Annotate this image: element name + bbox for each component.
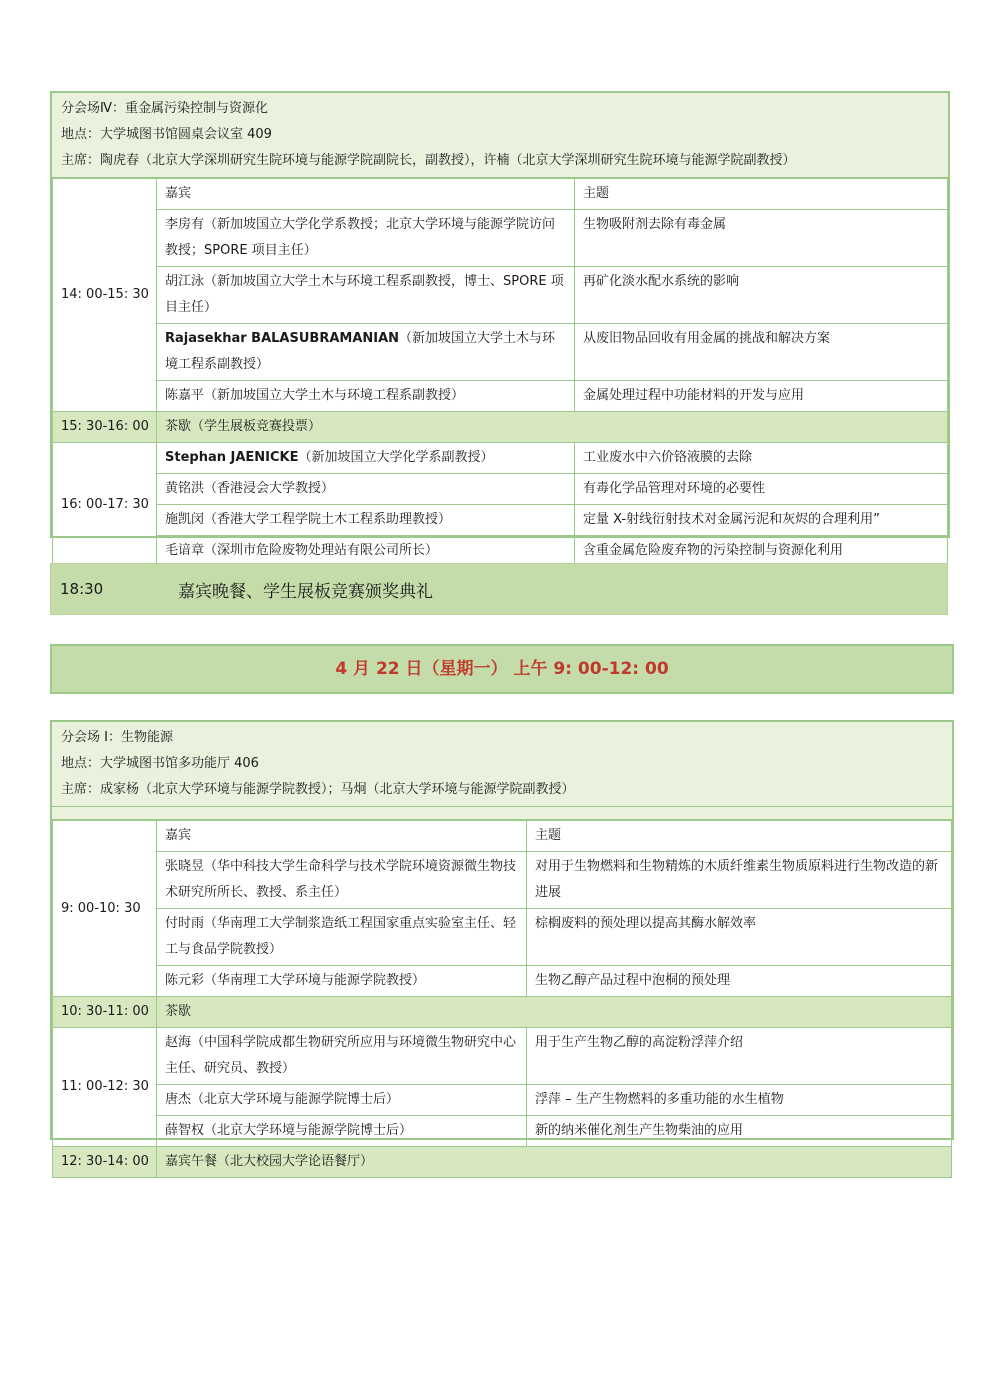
speaker-affiliation: （新加坡国立大学土木与环境工程系副教授） <box>204 388 465 403</box>
session4-chair: 主席：陶虎春（北京大学深圳研究生院环境与能源学院副院长，副教授），许楠（北京大学深圳研究生院环境与能源学院副教授） <box>61 153 796 168</box>
time-slot: 16: 00-17: 30 <box>53 443 157 567</box>
speaker-name: 胡江泳 <box>165 274 205 289</box>
topic-cell: 棕榈废料的预处理以提高其酶水解效率 <box>527 909 952 966</box>
session1-chair: 主席：成家杨（北京大学环境与能源学院教授）；马炯（北京大学环境与能源学院副教授） <box>61 782 575 797</box>
speaker-column-header: 嘉宾 <box>157 179 575 210</box>
topic-column-header: 主题 <box>575 179 948 210</box>
speaker-affiliation: （中国科学院成都生物研究所应用与环境微生物研究中心主任、研究员、教授） <box>165 1035 517 1076</box>
speaker-name: 唐杰 <box>165 1092 192 1107</box>
speaker-column-header: 嘉宾 <box>157 821 527 852</box>
dinner-label: 嘉宾晚餐、学生展板竞赛颁奖典礼 <box>178 581 433 602</box>
table-row <box>53 1085 952 1116</box>
speaker-affiliation: （北京大学环境与能源学院博士后） <box>204 1123 413 1138</box>
time-slot: 14: 00-15: 30 <box>53 179 157 412</box>
speaker-affiliation: （深圳市危险废物处理站有限公司所长） <box>204 543 439 558</box>
speaker-name: 张晓昱 <box>165 859 205 874</box>
topic-cell: 含重金属危险废弃物的污染控制与资源化利用 <box>575 536 948 567</box>
speaker-name: 陈嘉平 <box>165 388 205 403</box>
speaker-affiliation: （香港大学工程学院土木工程系助理教授） <box>204 512 452 527</box>
speaker-name: 付时雨 <box>165 916 205 931</box>
time-slot: 11: 00-12: 30 <box>53 1028 157 1147</box>
speaker-name: 薛智权 <box>165 1123 205 1138</box>
time-slot: 9: 00-10: 30 <box>53 821 157 997</box>
table-row <box>53 1116 952 1147</box>
topic-cell: 金属处理过程中功能材料的开发与应用 <box>575 381 948 412</box>
break-row <box>53 997 952 1028</box>
speaker-name: Stephan JAENICKE <box>165 450 299 465</box>
speaker-affiliation: （新加坡国立大学化学系教授；北京大学环境与能源学院访问教授；SPORE 项目主任） <box>165 217 556 258</box>
speaker-cell <box>157 505 575 536</box>
speaker-name: 陈元彩 <box>165 973 205 988</box>
speaker-cell <box>157 267 575 324</box>
speaker-affiliation: （香港浸会大学教授） <box>204 481 335 496</box>
speaker-cell <box>157 1116 527 1147</box>
speaker-cell <box>157 1028 527 1085</box>
session4-panel <box>50 91 950 558</box>
session1-venue: 地点：大学城图书馆多功能厅 406 <box>61 756 259 771</box>
dinner-time: 18:30 <box>60 580 104 598</box>
topic-column-header: 主题 <box>527 821 952 852</box>
topic-cell: 生物吸附剂去除有毒金属 <box>575 210 948 267</box>
session4-title: 分会场Ⅳ：重金属污染控制与资源化 <box>61 101 268 116</box>
table-row <box>53 267 948 324</box>
lunch-time: 12: 30-14: 00 <box>53 1147 157 1178</box>
topic-cell: 用于生产生物乙醇的高淀粉浮萍介绍 <box>527 1028 952 1085</box>
table-row <box>53 966 952 997</box>
topic-cell: 生物乙醇产品过程中泡桐的预处理 <box>527 966 952 997</box>
table-row <box>53 536 948 567</box>
speaker-affiliation: （北京大学环境与能源学院博士后） <box>191 1092 400 1107</box>
break-time: 15: 30-16: 00 <box>53 412 157 443</box>
speaker-affiliation: （华中科技大学生命科学与技术学院环境资源微生物技术研究所所长、教授、系主任） <box>165 859 517 900</box>
speaker-affiliation: （新加坡国立大学土木与环境工程系副教授） <box>165 331 556 372</box>
table-row <box>53 505 948 536</box>
speaker-cell <box>157 474 575 505</box>
speaker-name: 李房有 <box>165 217 205 232</box>
speaker-cell <box>157 381 575 412</box>
table-row <box>53 1028 952 1085</box>
speaker-affiliation: （新加坡国立大学化学系副教授） <box>298 450 494 465</box>
table-header-row <box>53 179 948 210</box>
speaker-cell <box>157 852 527 909</box>
speaker-cell <box>157 536 575 567</box>
session1-header-spacer <box>52 807 952 820</box>
session4-venue: 地点：大学城图书馆圆桌会议室 409 <box>61 127 272 142</box>
topic-cell: 对用于生物燃料和生物精炼的木质纤维素生物质原料进行生物改造的新进展 <box>527 852 952 909</box>
speaker-cell <box>157 210 575 267</box>
speaker-cell <box>157 443 575 474</box>
break-label: 茶歇（学生展板竞赛投票） <box>157 412 948 443</box>
table-row <box>53 909 952 966</box>
topic-cell: 浮萍 – 生产生物燃料的多重功能的水生植物 <box>527 1085 952 1116</box>
topic-cell: 工业废水中六价铬液膜的去除 <box>575 443 948 474</box>
speaker-name: 赵海 <box>165 1035 192 1050</box>
speaker-cell <box>157 966 527 997</box>
speaker-name: Rajasekhar BALASUBRAMANIAN <box>165 331 400 346</box>
break-time: 10: 30-11: 00 <box>53 997 157 1028</box>
day-date: 4 月 22 日（星期一） 上午 9: 00-12: 00 <box>335 659 669 679</box>
speaker-cell <box>157 909 527 966</box>
topic-cell: 定量 X-射线衍射技术对金属污泥和灰烬的合理利用” <box>575 505 948 536</box>
session1-header <box>52 722 952 807</box>
speaker-affiliation: （华南理工大学制浆造纸工程国家重点实验室主任、轻工与食品学院教授） <box>165 916 517 957</box>
table-row <box>53 474 948 505</box>
topic-cell: 从废旧物品回收有用金属的挑战和解决方案 <box>575 324 948 381</box>
topic-cell: 再矿化淡水配水系统的影响 <box>575 267 948 324</box>
table-row <box>53 324 948 381</box>
session1-table <box>52 820 952 1178</box>
session4-header <box>52 93 948 178</box>
table-row <box>53 852 952 909</box>
lunch-row <box>53 1147 952 1178</box>
speaker-name: 毛谙章 <box>165 543 205 558</box>
table-header-row <box>53 821 952 852</box>
topic-cell: 新的纳米催化剂生产生物柴油的应用 <box>527 1116 952 1147</box>
table-row <box>53 443 948 474</box>
session1-panel <box>50 720 954 1169</box>
speaker-cell <box>157 1085 527 1116</box>
lunch-label: 嘉宾午餐（北大校园大学论语餐厅） <box>157 1147 952 1178</box>
speaker-cell <box>157 324 575 381</box>
speaker-name: 施凯闵 <box>165 512 205 527</box>
session1-title: 分会场 I：生物能源 <box>61 730 173 745</box>
table-row <box>53 381 948 412</box>
table-row <box>53 210 948 267</box>
dinner-banner <box>50 563 948 615</box>
speaker-affiliation: （新加坡国立大学土木与环境工程系副教授，博士、SPORE 项目主任） <box>165 274 564 315</box>
day-date-bar <box>50 644 954 694</box>
break-row <box>53 412 948 443</box>
speaker-affiliation: （华南理工大学环境与能源学院教授） <box>204 973 426 988</box>
topic-cell: 有毒化学品管理对环境的必要性 <box>575 474 948 505</box>
session4-table <box>52 178 948 567</box>
speaker-name: 黄铭洪 <box>165 481 205 496</box>
break-label: 茶歇 <box>157 997 952 1028</box>
